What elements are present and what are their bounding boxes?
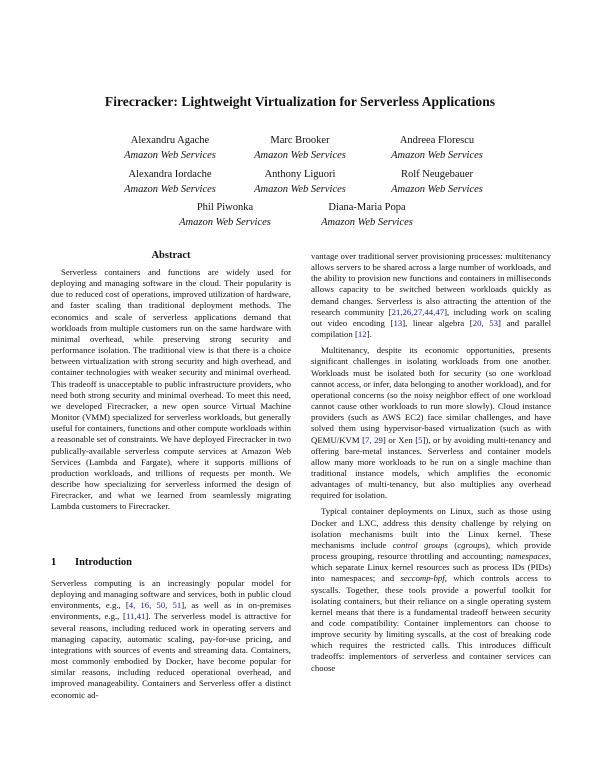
abstract-body [51, 267, 291, 512]
citation-link[interactable]: 12 [357, 329, 367, 340]
author-affiliation: Amazon Web Services [179, 217, 271, 228]
author-block [155, 200, 295, 230]
emphasis-term: cgroups [457, 539, 486, 550]
body-paragraph [311, 506, 551, 673]
emphasis-term: seccomp-bpf [400, 573, 445, 584]
text-run: ], as well as in on-premises environments, e.g., [ [51, 600, 291, 622]
citation-link[interactable]: 13 [393, 317, 403, 328]
author-name: Alexandru Agache [130, 135, 210, 146]
text-run: ] and parallel compilation [ [311, 317, 551, 340]
section-number: 1 [51, 557, 57, 568]
emphasis-term: namespaces [506, 551, 549, 562]
author-block [367, 167, 507, 197]
author-name: Alexandra Iordache [128, 169, 212, 180]
text-run: ( [447, 539, 458, 550]
text-run: ] or Xen [ [382, 434, 419, 445]
text-run: , which controls access to syscalls. Together, these tools provide a powerful toolkit for isolating containers, but their reliance on a single operating system kernel means that there is a fundamental tradeoff between security and code compatibility. Container implementors can choose to improve security by limiting syscalls, at the cost of breaking code which requires the restricted calls. This introduces difficult tradeoffs: implementors of serverless and container services can choose [311, 573, 551, 673]
text-run: ], linear algebra [ [402, 317, 473, 328]
text-run: ], including work on scaling out video encoding [ [311, 306, 552, 328]
author-block [297, 200, 437, 230]
text-run: vantage over traditional server provisioning processes: multitenancy allows servers to be shared across a large number of workloads, and the ability to provision new functions and containers in milliseconds allows capacity to be switched between workloads quickly as demand changes. Serverless is also attracting the attention of the research community [ [311, 251, 551, 317]
text-run: Serverless computing is an increasingly popular model for deploying and managing software and services, both in public cloud environments, e.g., [ [51, 578, 291, 611]
text-run: ), which provide process grouping, resource throttling and accounting; [311, 539, 551, 562]
introduction-body [51, 578, 291, 701]
author-block [230, 167, 370, 197]
author-affiliation: Amazon Web Services [254, 184, 346, 195]
text-run: ]. The serverless model is attractive for several reasons, including reduced work in operating servers and managing capacity, automatic scaling, pay-for-use pricing, and integrations with sources of events and streaming data. Containers, most commonly embodied by Docker, have become popular for similar reasons, including reduced operational overhead, and improved manageability. Containers and Serverless offer a distinct economic ad- [51, 611, 291, 700]
text-run: , which separate Linux kernel resources such as process IDs (PIDs) into namespaces; and [311, 551, 551, 584]
citation-link[interactable]: 4, 16, 50, 51 [128, 600, 182, 611]
citation-link[interactable]: 5 [418, 434, 423, 445]
citation-link[interactable]: 20, 53 [472, 317, 498, 328]
citation-link[interactable]: 21,26,27,44,47 [391, 306, 445, 317]
abstract-heading: Abstract [151, 250, 191, 261]
text-run: ]. [366, 329, 372, 340]
author-block [230, 133, 370, 163]
section-heading-introduction [51, 557, 291, 568]
author-affiliation: Amazon Web Services [124, 184, 216, 195]
author-name: Andreea Florescu [399, 135, 475, 146]
text-run: Typical container deployments on Linux, such as those using Docker and LXC, address this density challenge by relying on isolation mechanisms built into the Linux kernel. These mechanisms include [311, 506, 551, 550]
abstract-text: Serverless containers and functions are widely used for deploying and managing software in the cloud. Their popularity is due to reduced cost of operations, improved utilization of hardware, and faster scaling than traditional deployment methods. The economics and scale of serverless applications demand that workloads from multiple customers run on the same hardware with minimal overhead, while preserving strong security and performance isolation. The traditional view is that there is a choice between virtualization with strong security and high overhead, and container technologies with weaker security and minimal overhead. This tradeoff is unacceptable to public infrastructure providers, who need both strong security and minimal overhead. To meet this need, we developed Firecracker, a new open source Virtual Machine Monitor (VMM) specialized for serverless workloads, but generally useful for containers, functions and other compute workloads within a reasonable set of constraints. We have deployed Firecracker in two publically-available serverless compute services at Amazon Web Services (Lambda and Fargate), where it supports millions of production workloads, and trillions of requests per month. We describe how specializing for serverless informed the design of Firecracker, and what we learned from seamlessly migrating Lambda customers to Firecracker. [51, 267, 291, 512]
body-paragraph [311, 345, 551, 501]
paper-title: Firecracker: Lightweight Virtualization for Serverless Applications [104, 94, 496, 109]
emphasis-term: control groups [392, 539, 448, 550]
text-run: ]), or by avoiding multi-tenancy and offering bare-metal instances. Serverless and container models allow many more workloads to be run on a single machine than traditional instance models, which amplifies the economic advantages of multi-tenancy, but also multiplies any overhead required for isolation. [311, 434, 552, 501]
citation-link[interactable]: 11,41 [125, 611, 146, 622]
author-block [367, 133, 507, 163]
author-name: Rolf Neugebauer [400, 169, 473, 180]
author-affiliation: Amazon Web Services [391, 184, 483, 195]
author-affiliation: Amazon Web Services [391, 150, 483, 161]
body-paragraph [311, 251, 551, 340]
right-column-body [311, 251, 551, 674]
citation-link[interactable]: 7, 29 [365, 434, 383, 445]
author-block [100, 133, 240, 163]
section-title: Introduction [75, 557, 132, 568]
author-block [100, 167, 240, 197]
author-name: Phil Piwonka [196, 202, 254, 213]
intro-paragraph [51, 578, 291, 701]
author-affiliation: Amazon Web Services [254, 150, 346, 161]
author-affiliation: Amazon Web Services [321, 217, 413, 228]
text-run: Multitenancy, despite its economic opportunities, presents significant challenges in isolating workloads from one another. Workloads must be isolated both for security (so one workload cannot access, or infer, data belonging to another workload), and for operational concerns (so the noisy neighbor effect of one workload cannot cause other workloads to run more slowly). Cloud instance providers (such as AWS EC2) face similar challenges, and have solved them using hypervisor-based virtualization (such as with QEMU/KVM [ [311, 345, 551, 445]
author-name: Marc Brooker [270, 135, 330, 146]
author-affiliation: Amazon Web Services [124, 150, 216, 161]
author-name: Diana-Maria Popa [328, 202, 406, 213]
author-name: Anthony Liguori [264, 169, 336, 180]
